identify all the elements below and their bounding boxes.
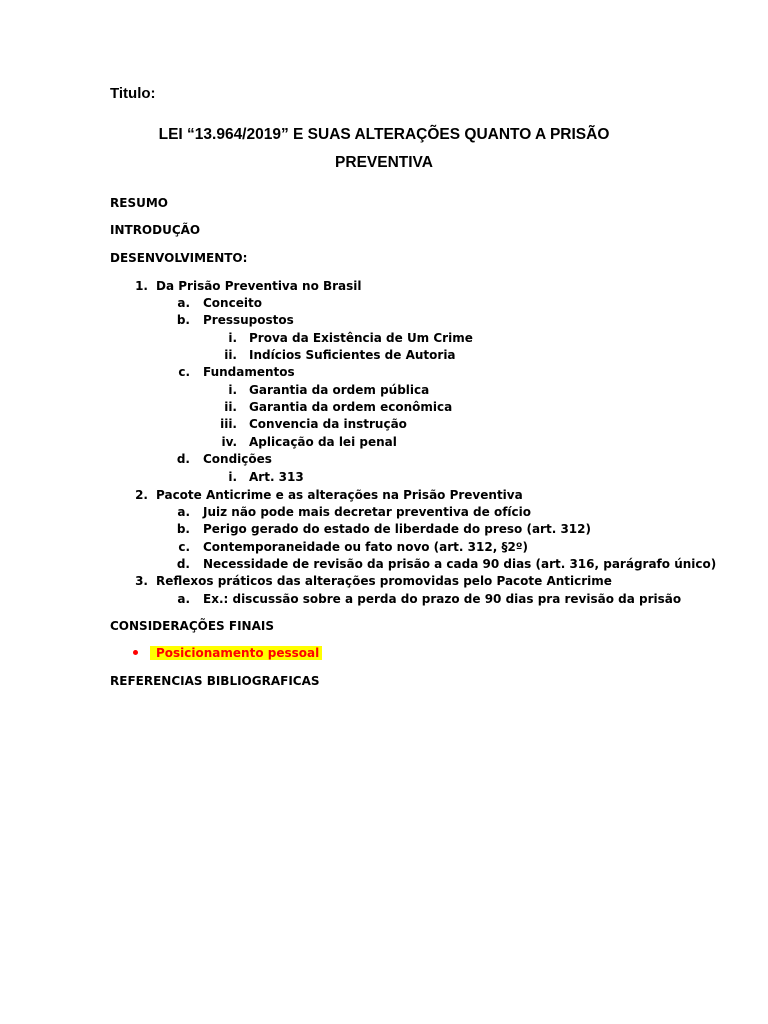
list-item-text: Garantia da ordem pública	[249, 383, 430, 397]
list-marker: ii.	[224, 348, 237, 362]
heading-consideracoes-finais: CONSIDERAÇÕES FINAIS	[110, 619, 274, 633]
list-marker: i.	[228, 331, 237, 345]
list-marker: b.	[176, 522, 190, 536]
list-item-text: Necessidade de revisão da prisão a cada 90 dias (art. 316, parágrafo único)	[203, 557, 717, 571]
list-item-text: Ex.: discussão sobre a perda do prazo de 90 dias pra revisão da prisão	[203, 592, 682, 606]
page-title-line-1: LEI “13.964/2019” E SUAS ALTERAÇÕES QUANTO A PRISÃO	[158, 126, 610, 143]
list-item-text: Convencia da instrução	[249, 417, 407, 431]
list-item-text: Art. 313	[249, 470, 304, 484]
heading-referencias: REFERENCIAS BIBLIOGRAFICAS	[110, 674, 320, 688]
list-marker: d.	[176, 452, 190, 466]
heading-introducao: INTRODUÇÃO	[110, 223, 201, 237]
list-marker: iii.	[220, 417, 237, 431]
list-item-text: Condições	[203, 452, 272, 466]
list-marker: a.	[177, 505, 190, 519]
list-marker: c.	[178, 540, 190, 554]
list-item-text: Pressupostos	[203, 313, 294, 327]
list-marker: d.	[176, 557, 190, 571]
list-item-text: Da Prisão Preventiva no Brasil	[156, 279, 362, 293]
list-marker: iv.	[221, 435, 237, 449]
list-item-text: Conceito	[203, 296, 262, 310]
list-marker: i.	[228, 470, 237, 484]
list-marker: a.	[177, 296, 190, 310]
list-item-text: Juiz não pode mais decretar preventiva de ofício	[203, 505, 532, 519]
page-title-line-2: PREVENTIVA	[335, 154, 433, 171]
list-marker: b.	[176, 313, 190, 327]
list-marker: c.	[178, 365, 190, 379]
list-item-text: Contemporaneidade ou fato novo (art. 312, §2º)	[203, 540, 529, 554]
list-item-text: Indícios Suficientes de Autoria	[249, 348, 456, 362]
highlighted-bullet-item	[150, 646, 322, 660]
heading-desenvolvimento: DESENVOLVIMENTO:	[110, 251, 248, 265]
list-item-text: Pacote Anticrime e as alterações na Prisão Preventiva	[156, 488, 523, 502]
list-item-text: Garantia da ordem econômica	[249, 400, 453, 414]
list-item-text: Fundamentos	[203, 365, 295, 379]
page-title	[90, 121, 678, 177]
list-item-text: Prova da Existência de Um Crime	[249, 331, 473, 345]
list-marker: 2.	[135, 488, 148, 502]
list-item-text: Perigo gerado do estado de liberdade do preso (art. 312)	[203, 522, 591, 536]
list-marker: ii.	[224, 400, 237, 414]
list-marker: 3.	[135, 574, 148, 588]
heading-resumo: RESUMO	[110, 196, 168, 210]
titulo-label: Titulo:	[110, 85, 156, 102]
list-item-text: Aplicação da lei penal	[249, 435, 397, 449]
bullet-icon	[133, 650, 138, 655]
list-marker: a.	[177, 592, 190, 606]
list-marker: i.	[228, 383, 237, 397]
list-marker: 1.	[135, 279, 148, 293]
bullet-item-text: Posicionamento pessoal	[150, 646, 322, 660]
list-item-text: Reflexos práticos das alterações promovidas pelo Pacote Anticrime	[156, 574, 612, 588]
